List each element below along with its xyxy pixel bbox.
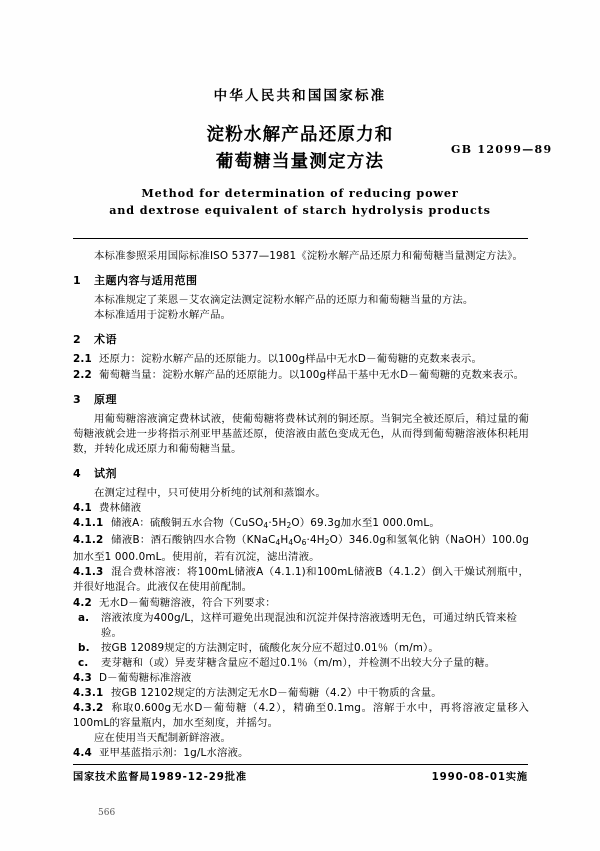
clause-2-2-text: 葡萄糖当量：淀粉水解产品的还原能力。以100g样品干基中无水D－葡萄糖的克数来表示。 xyxy=(99,368,525,381)
national-standard-header: 中华人民共和国国家标准 xyxy=(213,88,387,104)
clause-4-3 xyxy=(73,671,529,686)
clause-4-3-1-text: 按GB 12102规定的方法测定无水D－葡萄糖（4.2）中干物质的含量。 xyxy=(111,687,442,700)
section-heading-3 xyxy=(73,392,529,407)
clause-2-2-label: 2.2 xyxy=(73,368,92,381)
spacer xyxy=(73,264,529,273)
clause-4-1-2 xyxy=(73,533,529,565)
clause-4-1-3-text: 混合费林溶液：将100mL储液A（4.1.1)和100mL储液B（4.1.2）倒入干燥试剂瓶中，并很好地混合。此液仅在使用前配制。 xyxy=(73,566,529,594)
item-a-text: 溶液浓度为400g/L，这样可避免出现混浊和沉淀并保持溶液透明无色，可通过纳氏管来检验。 xyxy=(101,611,518,639)
clause-4-3-1 xyxy=(73,686,529,701)
clause-4-4-label: 4.4 xyxy=(73,747,92,760)
section-number-2: 2 xyxy=(73,333,82,347)
clause-4-1-1-text xyxy=(111,517,440,529)
clause-4-1-3-label: 4.1.3 xyxy=(73,566,104,579)
section-number-4: 4 xyxy=(73,467,82,481)
clause-4-2-item-a xyxy=(73,611,529,641)
standard-number: GB 12099—89 xyxy=(451,143,553,156)
tartrate-prefix: 储液B：酒石酸钠四水合物（KNaC xyxy=(111,534,276,547)
section-title-2: 术语 xyxy=(94,333,117,347)
page-title-line-1: 淀粉水解产品还原力和 xyxy=(206,125,394,145)
item-a-label: a. xyxy=(78,611,90,624)
section-title-4: 试剂 xyxy=(94,467,117,481)
cuso4-sub-2: 2 xyxy=(286,521,292,531)
section-title-1: 主题内容与适用范围 xyxy=(94,274,198,288)
spacer xyxy=(73,383,529,392)
clause-4-2-item-c xyxy=(73,656,529,671)
english-title-line-2: and dextrose equivalent of starch hydrolysis products xyxy=(109,203,491,217)
clause-4-3-2-label: 4.3.2 xyxy=(73,702,104,715)
spacer xyxy=(73,457,529,466)
section-3-paragraph-1: 用葡萄糖溶液滴定费林试液，使葡萄糖将费林试剂的铜还原。当铜完全被还原后，稍过量的葡萄糖液就会进一步将指示剂亚甲基蓝还原，使溶液由蓝色变成无色，从而得到葡萄糖溶液体积耗用数，并转化成还原力和葡萄糖当量。 xyxy=(73,412,529,455)
clause-4-2-label: 4.2 xyxy=(73,596,92,609)
section-1-paragraph-1: 本标准规定了莱恩－艾农滴定法测定淀粉水解产品的还原力和葡萄糖当量的方法。 xyxy=(94,294,474,307)
section-1-paragraph-2: 本标准适用于淀粉水解产品。 xyxy=(94,309,232,322)
section-title-3: 原理 xyxy=(94,392,117,406)
clause-4-1 xyxy=(73,501,529,516)
cuso4-prefix: 储液A：硫酸铜五水合物（CuSO xyxy=(111,517,264,530)
section-number-1: 1 xyxy=(73,274,82,288)
tartrate-sub-h4: 4 xyxy=(288,538,294,548)
clause-2-1-label: 2.1 xyxy=(73,353,92,366)
footer-divider-rule xyxy=(73,764,528,765)
clause-2-1 xyxy=(73,352,529,367)
english-title-line-1: Method for determination of reducing power xyxy=(141,186,459,200)
document-body xyxy=(73,249,529,762)
approval-date: 国家技术监督局1989-12-29批准 xyxy=(73,772,247,783)
tartrate-mid: ·4H xyxy=(306,534,325,547)
item-c-text: 麦芽糖和（或）异麦芽糖含量应不超过0.1％（m/m），并检测不出较大分子量的糖。 xyxy=(101,656,496,669)
clause-4-1-text: 费林储液 xyxy=(99,502,142,515)
preface-paragraph: 本标准参照采用国际标准ISO 5377—1981《淀粉水解产品还原力和葡萄糖当量测定方法》。 xyxy=(94,250,524,262)
item-c-label: c. xyxy=(78,656,89,669)
cuso4-mid: ·5H xyxy=(268,517,287,530)
clause-4-1-1 xyxy=(73,516,529,533)
footer xyxy=(73,768,528,783)
section-heading-1 xyxy=(73,273,529,288)
tartrate-sub-h2o: 2 xyxy=(324,538,330,548)
tartrate-h: H xyxy=(280,534,289,547)
page-title-line-2: 葡萄糖当量测定方法 xyxy=(215,152,385,172)
clause-2-2 xyxy=(73,368,529,383)
clause-4-2-item-b xyxy=(73,641,529,656)
clause-4-2-text: 无水D－葡萄糖溶液，符合下列要求： xyxy=(99,596,276,609)
tartrate-suffix: O）346.0g和氢氧化钠（NaOH）100.0g加水至1 000.0mL。使用前，若有沉淀，滤出清液。 xyxy=(73,534,529,564)
tartrate-o: O xyxy=(293,534,302,547)
item-b-text: 按GB 12089规定的方法测定时，硫酸化灰分应不超过0.01％（m/m）。 xyxy=(101,641,439,654)
clause-4-3-2-text: 称取0.600g无水D－葡萄糖（4.2），精确至0.1mg。溶解于水中，再将溶液定量移入100mL的容量瓶内，加水至刻度，并摇匀。 xyxy=(73,702,529,730)
page-number: 566 xyxy=(98,808,116,818)
section-number-3: 3 xyxy=(73,392,82,406)
clause-2-1-text: 还原力：淀粉水解产品的还原能力。以100g样品中无水D－葡萄糖的克数来表示。 xyxy=(99,353,483,366)
cuso4-suffix: O）69.3g加水至1 000.0mL。 xyxy=(291,517,440,530)
english-title xyxy=(0,185,600,219)
clause-4-3-1-label: 4.3.1 xyxy=(73,687,104,700)
item-b-label: b. xyxy=(78,641,90,654)
clause-4-3-label: 4.3 xyxy=(73,671,92,684)
tartrate-sub-o6: 6 xyxy=(301,538,307,548)
section-heading-2 xyxy=(73,332,529,347)
clause-4-4 xyxy=(73,746,529,761)
cuso4-sub-4: 4 xyxy=(263,521,269,531)
clause-4-1-3 xyxy=(73,565,529,595)
clause-4-1-label: 4.1 xyxy=(73,502,92,515)
clause-4-3-2 xyxy=(73,701,529,731)
clause-4-2 xyxy=(73,596,529,611)
header-divider-rule xyxy=(73,238,528,239)
section-heading-4 xyxy=(73,466,529,481)
clause-4-1-2-text xyxy=(73,534,529,563)
clause-4-3-text: D－葡萄糖标准溶液 xyxy=(99,671,192,684)
effective-date: 1990-08-01实施 xyxy=(431,772,528,783)
clause-4-4-text: 亚甲基蓝指示剂：1g/L水溶液。 xyxy=(99,747,249,760)
section-4-intro: 在测定过程中，只可使用分析纯的试剂和蒸馏水。 xyxy=(94,487,326,500)
clause-4-3-2-note: 应在使用当天配制新鲜溶液。 xyxy=(94,732,232,745)
spacer xyxy=(73,323,529,332)
tartrate-sub-c4: 4 xyxy=(275,538,281,548)
clause-4-1-1-label: 4.1.1 xyxy=(73,517,104,530)
clause-4-1-2-label: 4.1.2 xyxy=(73,534,104,547)
